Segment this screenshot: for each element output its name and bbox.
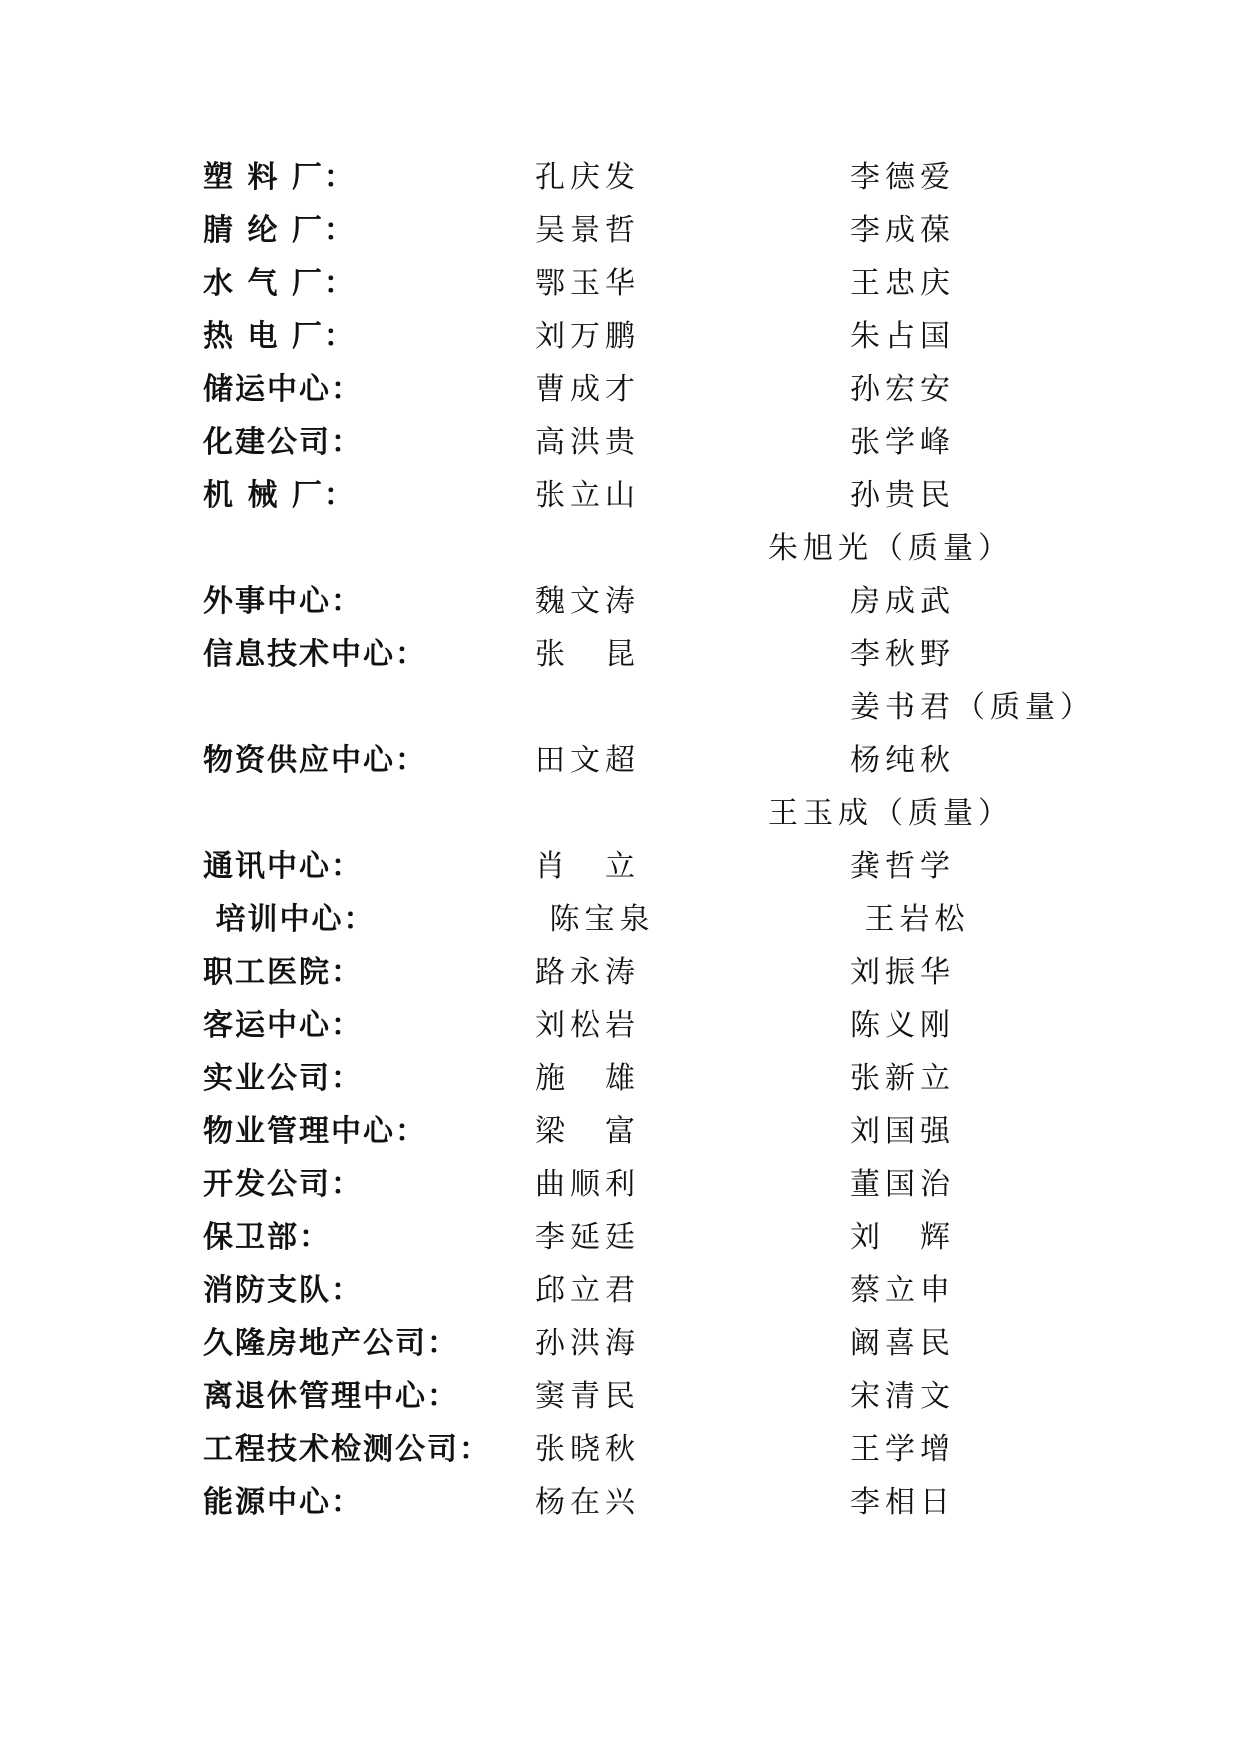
unit-name: 培训中心：: [203, 902, 376, 937]
secondary-person: 张学峰: [850, 425, 955, 460]
list-row: [0, 582, 1241, 622]
unit-name: 储运中心：: [203, 372, 363, 407]
secondary-person: 李秋野: [850, 637, 955, 672]
secondary-person: 孙宏安: [850, 372, 955, 407]
unit-name: 消防支队：: [203, 1273, 363, 1308]
secondary-person: 陈义刚: [850, 1008, 955, 1043]
unit-name: 保卫部：: [203, 1220, 331, 1255]
secondary-person: 王岩松: [850, 902, 970, 937]
unit-name: 实业公司：: [203, 1061, 363, 1096]
primary-person: 田文超: [535, 743, 640, 778]
unit-name: 化建公司：: [203, 425, 363, 460]
list-row: [0, 317, 1241, 357]
unit-name: 物资供应中心：: [203, 743, 427, 778]
secondary-person: 董国治: [850, 1167, 955, 1202]
list-row: [0, 1483, 1241, 1523]
primary-person: 高洪贵: [535, 425, 640, 460]
list-row: [0, 1430, 1241, 1470]
list-row: [0, 370, 1241, 410]
secondary-person: 王忠庆: [850, 266, 955, 301]
primary-person: 孔庆发: [535, 160, 640, 195]
unit-name: 热 电 厂：: [203, 319, 356, 354]
secondary-person: 蔡立申: [850, 1273, 955, 1308]
list-row: [0, 423, 1241, 463]
primary-person: 梁 富: [535, 1114, 640, 1149]
secondary-person: 李德爱: [850, 160, 955, 195]
secondary-person: 阚喜民: [850, 1326, 955, 1361]
primary-person: 张晓秋: [535, 1432, 640, 1467]
unit-name: 能源中心：: [203, 1485, 363, 1520]
unit-name: 外事中心：: [203, 584, 363, 619]
secondary-person: 杨纯秋: [850, 743, 955, 778]
secondary-person: 王学增: [850, 1432, 955, 1467]
secondary-person: 龚哲学: [850, 849, 955, 884]
list-row: [0, 635, 1241, 675]
list-row: [0, 847, 1241, 887]
secondary-person: 张新立: [850, 1061, 955, 1096]
list-row: [0, 1112, 1241, 1152]
list-row: [0, 529, 1241, 569]
primary-person: 刘万鹏: [535, 319, 640, 354]
primary-person: 窦青民: [535, 1379, 640, 1414]
secondary-person: 李成葆: [850, 213, 955, 248]
unit-name: 久隆房地产公司：: [203, 1326, 459, 1361]
unit-name: 塑 料 厂：: [203, 160, 356, 195]
unit-name: 开发公司：: [203, 1167, 363, 1202]
secondary-person: 房成武: [850, 584, 955, 619]
secondary-person: 刘 辉: [850, 1220, 955, 1255]
secondary-person: 孙贵民: [850, 478, 955, 513]
unit-name: 信息技术中心：: [203, 637, 427, 672]
primary-person: 李延廷: [535, 1220, 640, 1255]
unit-name: 物业管理中心：: [203, 1114, 427, 1149]
unit-name: 机 械 厂：: [203, 478, 356, 513]
list-row: [0, 158, 1241, 198]
primary-person: 施 雄: [535, 1061, 640, 1096]
list-row: [0, 688, 1241, 728]
list-row: [0, 953, 1241, 993]
list-row: [0, 1271, 1241, 1311]
primary-person: 孙洪海: [535, 1326, 640, 1361]
list-row: [0, 1165, 1241, 1205]
secondary-person: 刘振华: [850, 955, 955, 990]
list-row: [0, 794, 1241, 834]
secondary-person: 王玉成（质量）: [768, 796, 1013, 831]
list-row: [0, 900, 1241, 940]
unit-name: 客运中心：: [203, 1008, 363, 1043]
secondary-person: 朱占国: [850, 319, 955, 354]
primary-person: 路永涛: [535, 955, 640, 990]
unit-name: 腈 纶 厂：: [203, 213, 356, 248]
primary-person: 张 昆: [535, 637, 640, 672]
unit-name: 通讯中心：: [203, 849, 363, 884]
primary-person: 陈宝泉: [535, 902, 655, 937]
list-row: [0, 211, 1241, 251]
list-row: [0, 1377, 1241, 1417]
unit-name: 职工医院：: [203, 955, 363, 990]
primary-person: 肖 立: [535, 849, 640, 884]
list-row: [0, 1324, 1241, 1364]
secondary-person: 朱旭光（质量）: [768, 531, 1013, 566]
secondary-person: 姜书君（质量）: [850, 690, 1095, 725]
primary-person: 曹成才: [535, 372, 640, 407]
secondary-person: 刘国强: [850, 1114, 955, 1149]
list-row: [0, 1059, 1241, 1099]
primary-person: 杨在兴: [535, 1485, 640, 1520]
primary-person: 张立山: [535, 478, 640, 513]
list-row: [0, 1006, 1241, 1046]
unit-name: 水 气 厂：: [203, 266, 356, 301]
primary-person: 吴景哲: [535, 213, 640, 248]
primary-person: 邱立君: [535, 1273, 640, 1308]
primary-person: 鄂玉华: [535, 266, 640, 301]
primary-person: 刘松岩: [535, 1008, 640, 1043]
list-row: [0, 264, 1241, 304]
list-row: [0, 741, 1241, 781]
primary-person: 魏文涛: [535, 584, 640, 619]
secondary-person: 宋清文: [850, 1379, 955, 1414]
unit-name: 工程技术检测公司：: [203, 1432, 491, 1467]
unit-name: 离退休管理中心：: [203, 1379, 459, 1414]
list-row: [0, 1218, 1241, 1258]
primary-person: 曲顺利: [535, 1167, 640, 1202]
list-row: [0, 476, 1241, 516]
secondary-person: 李相日: [850, 1485, 955, 1520]
